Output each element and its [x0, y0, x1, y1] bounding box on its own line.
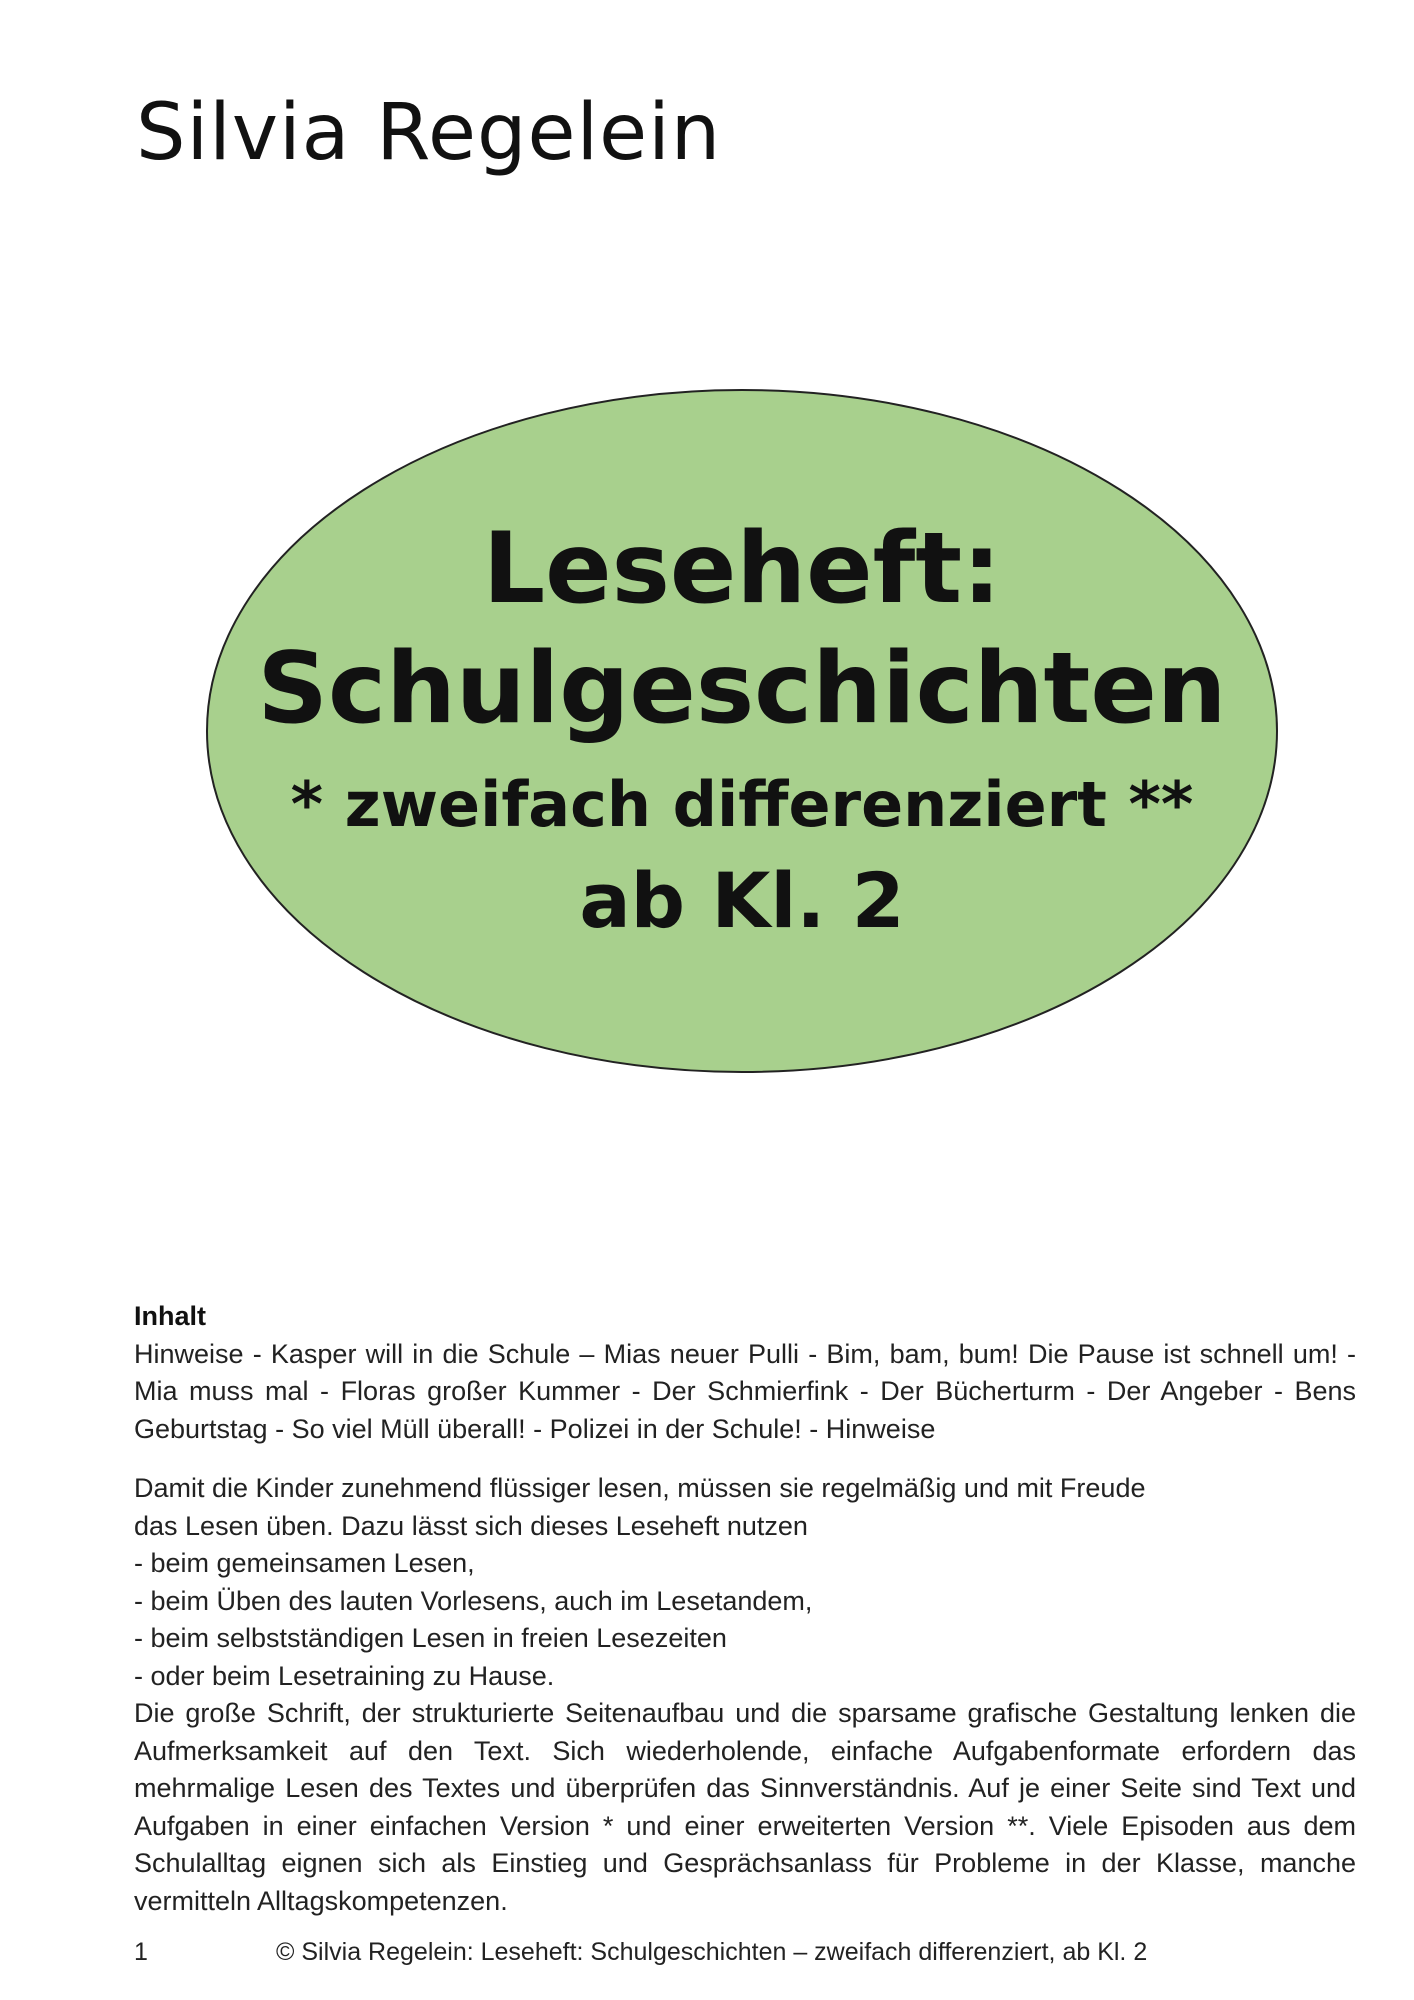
bullet-item: - beim gemeinsamen Lesen,	[134, 1548, 475, 1578]
title-line-2: Schulgeschichten	[257, 632, 1227, 746]
intro-line: Damit die Kinder zunehmend flüssiger lesen, müssen sie regelmäßig und mit Freude	[134, 1473, 1146, 1503]
intro-section	[134, 1470, 1356, 1920]
bullet-item: - beim selbstständigen Lesen in freien Lesezeiten	[134, 1623, 727, 1653]
title-line-1: Leseheft:	[482, 512, 1002, 626]
intro-line: das Lesen üben. Dazu lässt sich dieses Leseheft nutzen	[134, 1510, 808, 1541]
bullet-item: - beim Üben des lauten Vorlesens, auch im Lesetandem,	[134, 1585, 813, 1616]
author-name: Silvia Regelein	[136, 88, 722, 178]
content-section	[134, 1298, 1356, 1920]
title-block	[205, 388, 1279, 1074]
copyright-notice: © Silvia Regelein: Leseheft: Schulgeschichten – zweifach differenziert, ab Kl. 2	[276, 1938, 1148, 1966]
grade-label: ab Kl. 2	[579, 856, 905, 945]
page-number: 1	[134, 1938, 148, 1966]
contents-heading: Inhalt	[134, 1301, 206, 1331]
title-ellipse	[205, 388, 1279, 1074]
intro-paragraph: Die große Schrift, der strukturierte Seitenaufbau und die sparsame grafische Gestaltung lenken die Aufmerksamkeit auf den Text. Sich wiederholende, einfache Aufgabenformate erfordern das mehrmalige Lesen des Textes und überprüfen das Sinnverständnis. Auf je einer Seite sind Text und Aufgaben in einer einfachen Version * und einer erweiterten Version **. Viele Episoden aus dem Schulalltag eignen sich als Einstieg und Gesprächsanlass für Probleme in der Klasse, manche vermitteln Alltagskompetenzen.	[134, 1698, 1356, 1916]
bullet-item: - oder beim Lesetraining zu Hause.	[134, 1660, 555, 1691]
subtitle: * zweifach differenziert **	[290, 768, 1194, 841]
contents-list: Hinweise - Kasper will in die Schule – Mias neuer Pulli - Bim, bam, bum! Die Pause ist schnell um! - Mia muss mal - Floras großer Kummer - Der Schmierfink - Der Bücherturm - Der Angeber - Bens Geburtstag - So viel Müll überall! - Polizei in der Schule! - Hinweise	[134, 1338, 1356, 1444]
